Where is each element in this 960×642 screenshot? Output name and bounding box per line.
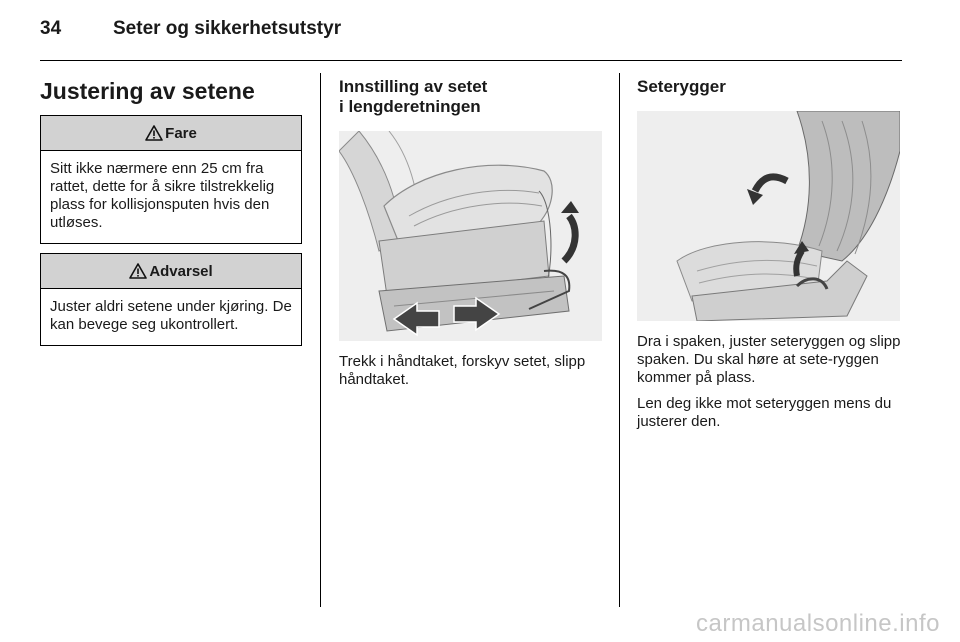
warning-text: Juster aldri setene under kjøring. De kan bevege seg ukontrollert.: [50, 298, 292, 333]
warning-box-header: [41, 254, 301, 289]
body-text: Dra i spaken, juster seteryggen og slipp spaken. Du skal høre at sete-ryggen kommer på plass.: [637, 333, 901, 386]
column-left: [40, 73, 302, 355]
danger-label: Fare: [165, 124, 197, 142]
danger-box: [40, 115, 302, 244]
column-divider: [320, 73, 321, 607]
column-right: [637, 73, 901, 439]
watermark: carmanualsonline.info: [696, 610, 940, 637]
column-divider: [619, 73, 620, 607]
seat-fore-aft-illustration: [339, 131, 602, 341]
warning-triangle-icon: [129, 263, 147, 279]
seat-backrest-illustration: [637, 111, 900, 321]
body-text: Len deg ikke mot seteryggen mens du justerer den.: [637, 395, 892, 430]
warning-label: Advarsel: [149, 262, 213, 280]
body-text: Trekk i håndtaket, forskyv setet, slipp håndtaket.: [339, 353, 586, 388]
page-number: 34: [40, 18, 62, 39]
danger-box-header: [41, 116, 301, 151]
subsection-title: [339, 77, 602, 117]
subsection-title: Seterygger: [637, 77, 726, 96]
page-header: [40, 18, 900, 48]
header-rule: [40, 60, 902, 61]
subsection-title-line2: i lengderetningen: [339, 97, 481, 116]
danger-text: Sitt ikke nærmere enn 25 cm fra rattet, dette for å sikre tilstrekkelig plass for kollisjonsputen hvis den utløses.: [50, 160, 275, 231]
section-title: Justering av setene: [40, 78, 255, 104]
subsection-title-line1: Innstilling av setet: [339, 77, 488, 96]
warning-box: [40, 253, 302, 346]
warning-triangle-icon: [145, 125, 163, 141]
column-middle: [339, 73, 602, 397]
chapter-title: Seter og sikkerhetsutstyr: [113, 18, 342, 39]
